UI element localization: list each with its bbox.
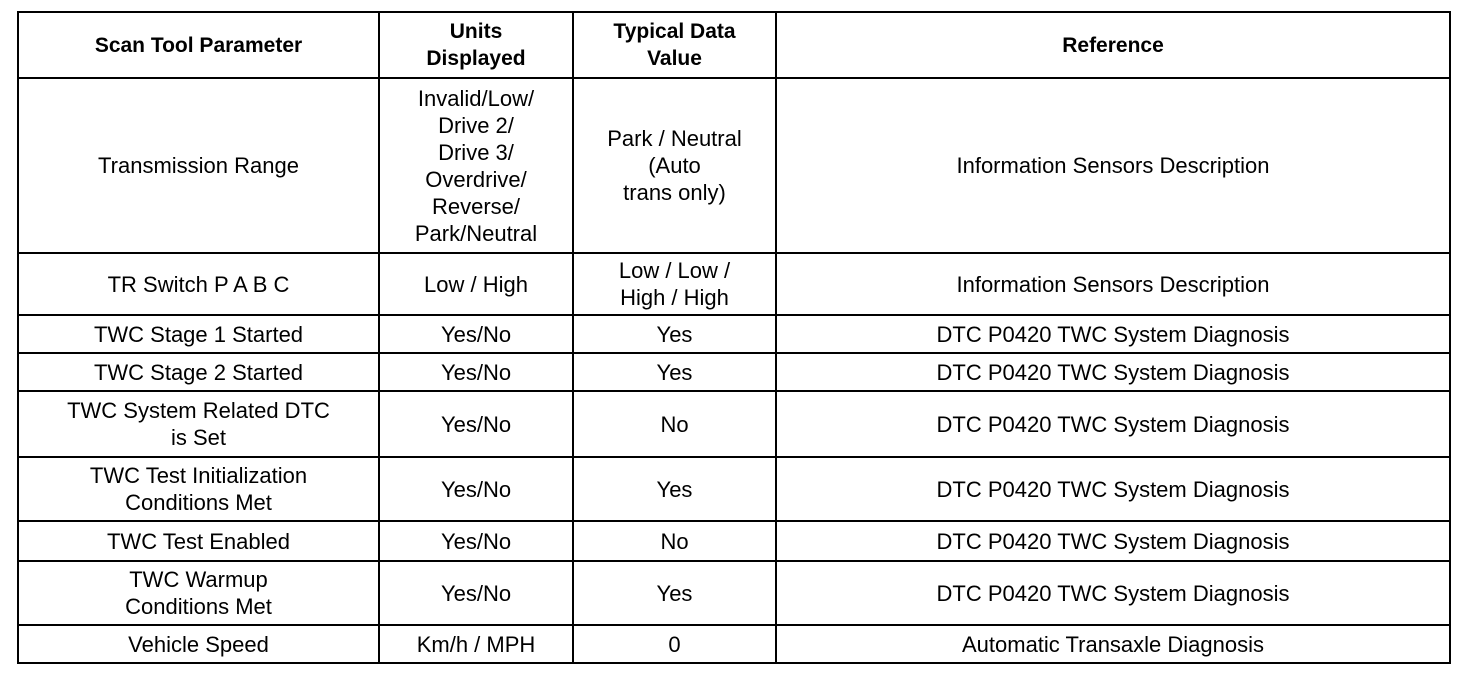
header-typical-value: Typical Data Value <box>573 12 776 78</box>
cell-parameter: TWC Warmup Conditions Met <box>18 561 379 625</box>
cell-units: Invalid/Low/ Drive 2/ Drive 3/ Overdrive/ Reverse/ Park/Neutral <box>379 78 573 253</box>
cell-typical-value: Yes <box>573 561 776 625</box>
table-row <box>18 315 1450 353</box>
header-parameter: Scan Tool Parameter <box>18 12 379 78</box>
table-row <box>18 457 1450 521</box>
cell-reference: Information Sensors Description <box>776 253 1450 315</box>
cell-units: Yes/No <box>379 561 573 625</box>
table-row <box>18 391 1450 457</box>
scan-tool-data-table-container <box>17 11 1449 664</box>
table-row <box>18 625 1450 663</box>
cell-reference: Automatic Transaxle Diagnosis <box>776 625 1450 663</box>
cell-parameter: TWC System Related DTC is Set <box>18 391 379 457</box>
cell-reference: DTC P0420 TWC System Diagnosis <box>776 315 1450 353</box>
cell-units: Yes/No <box>379 457 573 521</box>
table-row <box>18 78 1450 253</box>
cell-parameter: TWC Stage 1 Started <box>18 315 379 353</box>
cell-reference: Information Sensors Description <box>776 78 1450 253</box>
cell-typical-value: No <box>573 391 776 457</box>
cell-units: Yes/No <box>379 521 573 561</box>
scan-tool-data-table <box>17 11 1451 664</box>
cell-reference: DTC P0420 TWC System Diagnosis <box>776 353 1450 391</box>
cell-reference: DTC P0420 TWC System Diagnosis <box>776 521 1450 561</box>
cell-units: Yes/No <box>379 391 573 457</box>
cell-typical-value: Yes <box>573 457 776 521</box>
table-row <box>18 561 1450 625</box>
header-reference: Reference <box>776 12 1450 78</box>
cell-reference: DTC P0420 TWC System Diagnosis <box>776 457 1450 521</box>
cell-parameter: Transmission Range <box>18 78 379 253</box>
cell-units: Yes/No <box>379 315 573 353</box>
table-header-row <box>18 12 1450 78</box>
cell-parameter: TWC Test Enabled <box>18 521 379 561</box>
cell-typical-value: No <box>573 521 776 561</box>
cell-typical-value: Park / Neutral (Auto trans only) <box>573 78 776 253</box>
cell-typical-value: 0 <box>573 625 776 663</box>
cell-reference: DTC P0420 TWC System Diagnosis <box>776 391 1450 457</box>
table-row <box>18 353 1450 391</box>
header-units: Units Displayed <box>379 12 573 78</box>
cell-typical-value: Yes <box>573 353 776 391</box>
cell-typical-value: Yes <box>573 315 776 353</box>
table-row <box>18 253 1450 315</box>
cell-parameter: Vehicle Speed <box>18 625 379 663</box>
cell-reference: DTC P0420 TWC System Diagnosis <box>776 561 1450 625</box>
table-row <box>18 521 1450 561</box>
cell-typical-value: Low / Low / High / High <box>573 253 776 315</box>
cell-parameter: TWC Stage 2 Started <box>18 353 379 391</box>
cell-units: Yes/No <box>379 353 573 391</box>
cell-units: Low / High <box>379 253 573 315</box>
cell-parameter: TWC Test Initialization Conditions Met <box>18 457 379 521</box>
cell-units: Km/h / MPH <box>379 625 573 663</box>
cell-parameter: TR Switch P A B C <box>18 253 379 315</box>
